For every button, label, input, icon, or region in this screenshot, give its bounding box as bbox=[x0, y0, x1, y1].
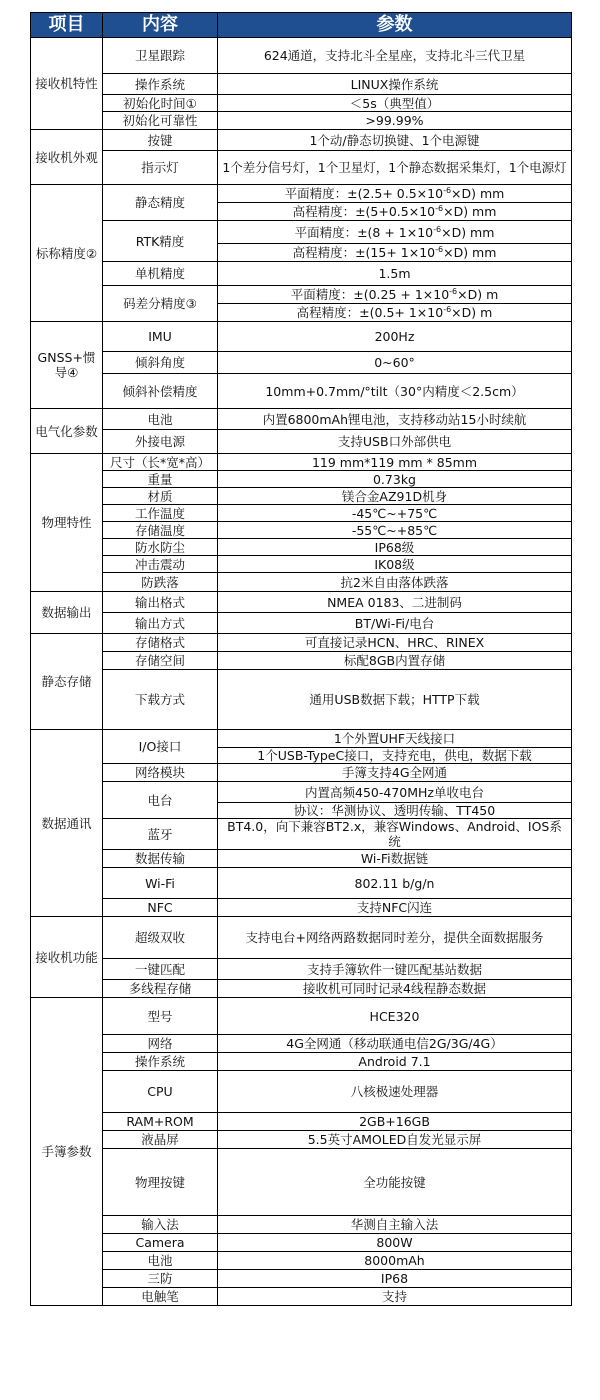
param-value-cell: ＜5s（典型值） bbox=[218, 95, 572, 112]
spec-row bbox=[31, 38, 572, 74]
content-name-cell: 冲击震动 bbox=[103, 556, 218, 573]
header-params: 参数 bbox=[218, 13, 572, 38]
param-value-cell: 高程精度：$\pm(0.5+ 1\times 10^{-6}\times D)$ m bbox=[218, 304, 572, 322]
param-value-cell: 支持电台+网络两路数据同时差分，提供全面数据服务 bbox=[218, 917, 572, 959]
param-value-cell: 8000mAh bbox=[218, 1252, 572, 1270]
spec-row bbox=[31, 505, 572, 522]
category-cell: GNSS+惯导④ bbox=[31, 322, 103, 409]
content-name-cell: 重量 bbox=[103, 471, 218, 488]
content-name-cell: 按键 bbox=[103, 130, 218, 151]
param-value-cell: 1个USB-TypeC接口，支持充电，供电，数据下载 bbox=[218, 748, 572, 764]
spec-row bbox=[31, 1234, 572, 1252]
spec-row bbox=[31, 917, 572, 959]
spec-row bbox=[31, 151, 572, 185]
param-value-cell: 可直接记录HCN、HRC、RINEX bbox=[218, 634, 572, 652]
spec-row bbox=[31, 1216, 572, 1234]
param-value-cell: -55℃~+85℃ bbox=[218, 522, 572, 539]
spec-row bbox=[31, 1252, 572, 1270]
spec-row bbox=[31, 95, 572, 112]
content-name-cell: NFC bbox=[103, 899, 218, 917]
content-name-cell: 初始化时间① bbox=[103, 95, 218, 112]
category-cell: 物理特性 bbox=[31, 454, 103, 592]
content-name-cell: 存储格式 bbox=[103, 634, 218, 652]
content-name-cell: 防水防尘 bbox=[103, 539, 218, 556]
spec-row bbox=[31, 1035, 572, 1053]
param-value-cell: BT/Wi-Fi/电台 bbox=[218, 613, 572, 634]
param-value-cell: 支持 bbox=[218, 1288, 572, 1306]
spec-row bbox=[31, 539, 572, 556]
spec-row bbox=[31, 850, 572, 868]
content-name-cell: 操作系统 bbox=[103, 1053, 218, 1071]
spec-row bbox=[31, 959, 572, 980]
spec-row bbox=[31, 374, 572, 409]
category-cell: 标称精度② bbox=[31, 185, 103, 322]
content-name-cell: 输出格式 bbox=[103, 592, 218, 613]
content-name-cell: 超级双收 bbox=[103, 917, 218, 959]
spec-row bbox=[31, 130, 572, 151]
param-value-cell: 全功能按键 bbox=[218, 1149, 572, 1216]
param-value-cell: 1个差分信号灯，1个卫星灯，1个静态数据采集灯，1个电源灯 bbox=[218, 151, 572, 185]
content-name-cell: 倾斜补偿精度 bbox=[103, 374, 218, 409]
param-value-cell: 802.11 b/g/n bbox=[218, 868, 572, 899]
content-name-cell: 码差分精度③ bbox=[103, 286, 218, 322]
spec-row bbox=[31, 1288, 572, 1306]
spec-row bbox=[31, 1071, 572, 1113]
param-value-cell: 624通道，支持北斗全星座，支持北斗三代卫星 bbox=[218, 38, 572, 74]
content-name-cell: 倾斜角度 bbox=[103, 352, 218, 374]
content-name-cell: 指示灯 bbox=[103, 151, 218, 185]
content-name-cell: 静态精度 bbox=[103, 185, 218, 221]
param-value-cell: 通用USB数据下载；HTTP下载 bbox=[218, 670, 572, 730]
category-cell: 手簿参数 bbox=[31, 998, 103, 1306]
spec-row bbox=[31, 730, 572, 748]
param-value-cell: 0.73kg bbox=[218, 471, 572, 488]
content-name-cell: 操作系统 bbox=[103, 74, 218, 95]
category-cell: 电气化参数 bbox=[31, 409, 103, 454]
param-value-cell: 0~60° bbox=[218, 352, 572, 374]
content-name-cell: RTK精度 bbox=[103, 221, 218, 262]
param-value-cell: 平面精度：$\pm(0.25 + 1\times 10^{-6}\times D)$ m bbox=[218, 286, 572, 304]
header-item: 项目 bbox=[31, 13, 103, 38]
spec-row bbox=[31, 1053, 572, 1071]
content-name-cell: 卫星跟踪 bbox=[103, 38, 218, 74]
param-value-cell: 八核极速处理器 bbox=[218, 1071, 572, 1113]
content-name-cell: 电池 bbox=[103, 1252, 218, 1270]
content-name-cell: 网络模块 bbox=[103, 764, 218, 782]
param-value-cell: BT4.0，向下兼容BT2.x，兼容Windows、Android、IOS系统 bbox=[218, 819, 572, 850]
content-name-cell: 液晶屏 bbox=[103, 1131, 218, 1149]
param-value-cell: 200Hz bbox=[218, 322, 572, 352]
param-value-cell: 高程精度：$\pm(5+0.5\times 10^{-6}\times D)$ mm bbox=[218, 203, 572, 221]
category-cell: 数据输出 bbox=[31, 592, 103, 634]
content-name-cell: 蓝牙 bbox=[103, 819, 218, 850]
content-name-cell: Wi-Fi bbox=[103, 868, 218, 899]
param-value-cell: 4G全网通（移动联通电信2G/3G/4G） bbox=[218, 1035, 572, 1053]
spec-row bbox=[31, 221, 572, 244]
param-value-cell: 标配8GB内置存储 bbox=[218, 652, 572, 670]
param-value-cell: Wi-Fi数据链 bbox=[218, 850, 572, 868]
spec-row bbox=[31, 764, 572, 782]
spec-row bbox=[31, 409, 572, 430]
content-name-cell: 外接电源 bbox=[103, 430, 218, 454]
spec-row bbox=[31, 1149, 572, 1216]
spec-row bbox=[31, 819, 572, 850]
param-value-cell: 平面精度：$\pm(2.5+ 0.5\times 10^{-6}\times D)$ mm bbox=[218, 185, 572, 203]
spec-row bbox=[31, 352, 572, 374]
spec-row bbox=[31, 782, 572, 803]
param-value-cell: 接收机可同时记录4线程静态数据 bbox=[218, 980, 572, 998]
content-name-cell: 输入法 bbox=[103, 1216, 218, 1234]
header-content: 内容 bbox=[103, 13, 218, 38]
param-value-cell: 手簿支持4G全网通 bbox=[218, 764, 572, 782]
param-value-cell: Android 7.1 bbox=[218, 1053, 572, 1071]
content-name-cell: I/O接口 bbox=[103, 730, 218, 764]
content-name-cell: 输出方式 bbox=[103, 613, 218, 634]
content-name-cell: 防跌落 bbox=[103, 573, 218, 592]
spec-row bbox=[31, 522, 572, 539]
spec-row bbox=[31, 998, 572, 1035]
param-value-cell: IP68级 bbox=[218, 539, 572, 556]
param-value-cell: 支持手簿软件一键匹配基站数据 bbox=[218, 959, 572, 980]
table-header-row bbox=[31, 13, 572, 38]
spec-row bbox=[31, 286, 572, 304]
spec-row bbox=[31, 185, 572, 203]
content-name-cell: 物理按键 bbox=[103, 1149, 218, 1216]
spec-row bbox=[31, 899, 572, 917]
content-name-cell: 三防 bbox=[103, 1270, 218, 1288]
param-value-cell: 支持NFC闪连 bbox=[218, 899, 572, 917]
spec-row bbox=[31, 573, 572, 592]
category-cell: 接收机特性 bbox=[31, 38, 103, 130]
param-value-cell: 1个外置UHF天线接口 bbox=[218, 730, 572, 748]
param-value-cell: 内置高频450-470MHz单收电台 bbox=[218, 782, 572, 803]
category-cell: 接收机外观 bbox=[31, 130, 103, 185]
param-value-cell: >99.99% bbox=[218, 112, 572, 130]
content-name-cell: 存储空间 bbox=[103, 652, 218, 670]
content-name-cell: RAM+ROM bbox=[103, 1113, 218, 1131]
param-value-cell: 镁合金AZ91D机身 bbox=[218, 488, 572, 505]
spec-row bbox=[31, 1113, 572, 1131]
param-value-cell: 5.5英寸AMOLED自发光显示屏 bbox=[218, 1131, 572, 1149]
spec-row bbox=[31, 670, 572, 730]
spec-row bbox=[31, 1270, 572, 1288]
spec-row bbox=[31, 322, 572, 352]
param-value-cell: 10mm+0.7mm/°tilt（30°内精度＜2.5cm） bbox=[218, 374, 572, 409]
param-value-cell: 1.5m bbox=[218, 262, 572, 286]
content-name-cell: 网络 bbox=[103, 1035, 218, 1053]
param-value-cell: 1个动/静态切换键、1个电源键 bbox=[218, 130, 572, 151]
category-cell: 数据通讯 bbox=[31, 730, 103, 917]
spec-row bbox=[31, 471, 572, 488]
content-name-cell: 数据传输 bbox=[103, 850, 218, 868]
param-value-cell: NMEA 0183、二进制码 bbox=[218, 592, 572, 613]
spec-row bbox=[31, 556, 572, 573]
param-value-cell: 高程精度：$\pm(15+ 1\times 10^{-6}\times D)$ mm bbox=[218, 244, 572, 262]
spec-body bbox=[31, 38, 572, 1306]
param-value-cell: 抗2米自由落体跌落 bbox=[218, 573, 572, 592]
content-name-cell: 存储温度 bbox=[103, 522, 218, 539]
spec-table bbox=[30, 12, 572, 1306]
content-name-cell: 电池 bbox=[103, 409, 218, 430]
spec-row bbox=[31, 112, 572, 130]
param-value-cell: IK08级 bbox=[218, 556, 572, 573]
param-value-cell: -45℃~+75℃ bbox=[218, 505, 572, 522]
param-value-cell: 800W bbox=[218, 1234, 572, 1252]
content-name-cell: CPU bbox=[103, 1071, 218, 1113]
spec-row bbox=[31, 262, 572, 286]
param-value-cell: HCE320 bbox=[218, 998, 572, 1035]
param-value-cell: 2GB+16GB bbox=[218, 1113, 572, 1131]
spec-row bbox=[31, 454, 572, 471]
content-name-cell: 一键匹配 bbox=[103, 959, 218, 980]
spec-row bbox=[31, 868, 572, 899]
content-name-cell: 单机精度 bbox=[103, 262, 218, 286]
spec-row bbox=[31, 488, 572, 505]
spec-row bbox=[31, 634, 572, 652]
spec-row bbox=[31, 592, 572, 613]
param-value-cell: 119 mm*119 mm * 85mm bbox=[218, 454, 572, 471]
param-value-cell: LINUX操作系统 bbox=[218, 74, 572, 95]
spec-row bbox=[31, 613, 572, 634]
param-value-cell: 协议：华测协议、透明传输、TT450 bbox=[218, 803, 572, 819]
spec-row bbox=[31, 1131, 572, 1149]
spec-row bbox=[31, 74, 572, 95]
content-name-cell: Camera bbox=[103, 1234, 218, 1252]
content-name-cell: 初始化可靠性 bbox=[103, 112, 218, 130]
content-name-cell: 材质 bbox=[103, 488, 218, 505]
category-cell: 接收机功能 bbox=[31, 917, 103, 998]
content-name-cell: 电台 bbox=[103, 782, 218, 819]
param-value-cell: 支持USB口外部供电 bbox=[218, 430, 572, 454]
content-name-cell: 多线程存储 bbox=[103, 980, 218, 998]
content-name-cell: 电触笔 bbox=[103, 1288, 218, 1306]
content-name-cell: 工作温度 bbox=[103, 505, 218, 522]
content-name-cell: 尺寸（长*宽*高） bbox=[103, 454, 218, 471]
content-name-cell: 型号 bbox=[103, 998, 218, 1035]
content-name-cell: 下载方式 bbox=[103, 670, 218, 730]
category-cell: 静态存储 bbox=[31, 634, 103, 730]
param-value-cell: 平面精度：$\pm(8 + 1\times 10^{-6}\times D)$ mm bbox=[218, 221, 572, 244]
spec-row bbox=[31, 980, 572, 998]
param-value-cell: 内置6800mAh锂电池，支持移动站15小时续航 bbox=[218, 409, 572, 430]
param-value-cell: IP68 bbox=[218, 1270, 572, 1288]
spec-row bbox=[31, 430, 572, 454]
spec-row bbox=[31, 652, 572, 670]
param-value-cell: 华测自主输入法 bbox=[218, 1216, 572, 1234]
content-name-cell: IMU bbox=[103, 322, 218, 352]
